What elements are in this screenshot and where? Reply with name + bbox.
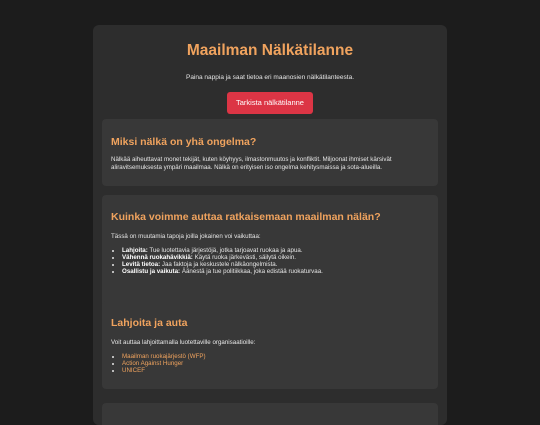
list-item-term: Osallistu ja vaikuta: [122,268,181,275]
donate-card [102,301,438,389]
list-item-text: Käytä ruoka järkevästi, säilytä oikein. [192,254,297,261]
list-item-term: Levitä tietoa: [122,261,161,268]
list-item-term: Vähennä ruokahävikkiä: [122,254,193,261]
why-hunger-card [102,119,438,186]
list-item [122,367,429,374]
how-to-help-heading: Kuinka voimme auttaa ratkaisemaan maailman nälän? [111,211,381,223]
list-item-text: Äänestä ja tue politiikkaa, joka edistää ruokaturvaa. [180,268,323,275]
list-item [122,268,429,275]
list-item [122,254,429,261]
donate-intro: Voit auttaa lahjoittamalla luotettaville organisaatioille: [111,339,256,346]
list-item-term: Lahjoita: [122,247,148,254]
intro-text: Paina nappia ja saat tietoa eri maanosien nälkätilanteesta. [185,74,355,81]
wfp-link[interactable]: Maailman ruokajärjestö (WFP) [122,353,206,360]
list-item-text: Jaa faktoja ja keskustele nälkäongelmista. [160,261,278,268]
list-item [122,360,429,367]
action-against-hunger-link[interactable]: Action Against Hunger [122,360,184,367]
list-item-text: Tue luotettavia järjestöjä, jotka tarjoavat ruokaa ja apua. [147,247,303,254]
page-header [93,25,447,114]
how-to-help-card [102,195,438,313]
main-container [93,25,447,425]
how-to-help-intro: Tässä on muutamia tapoja joilla jokainen voi vaikuttaa: [111,233,261,240]
list-item [122,353,429,360]
why-hunger-text: Nälkää aiheuttavat monet tekijät, kuten köyhyys, ilmastonmuutos ja konfliktit. Miljoonat ihmiset kärsivät aliravitsemuksesta ympäri maailmaa. Nälkä on erityisen iso ongelma kehitysmaissa ja sota-alueilla. [111,156,392,171]
why-hunger-heading: Miksi nälkä on yhä ongelma? [111,136,257,148]
help-list [111,247,429,275]
list-item [122,261,429,268]
list-item [122,247,429,254]
page-title: Maailman Nälkätilanne [186,42,354,59]
unicef-link[interactable]: UNICEF [122,367,146,374]
check-hunger-button[interactable]: Tarkista nälkätilanne [227,92,313,114]
donate-heading: Lahjoita ja auta [111,317,188,329]
organization-list [111,353,429,374]
next-section-card [102,403,438,425]
